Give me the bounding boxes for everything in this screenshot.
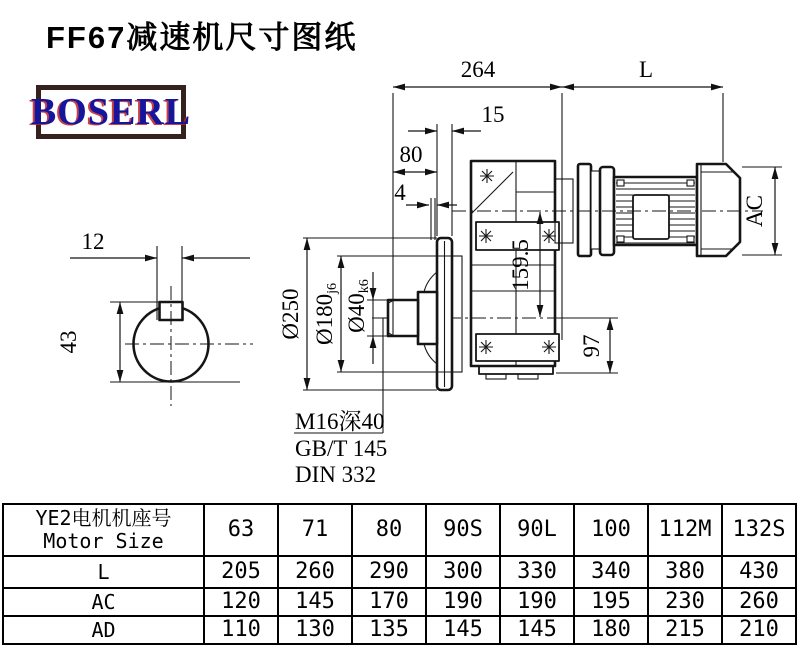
table-cell: 380 bbox=[648, 556, 722, 588]
dim-spigot-dia: Ø180j6 bbox=[312, 282, 340, 346]
table-cell: 430 bbox=[722, 556, 796, 588]
dim-overall: 264 bbox=[460, 57, 496, 82]
table-header-cell: 112M bbox=[648, 504, 722, 556]
table-cell: 145 bbox=[426, 616, 500, 644]
note-standard-gbt: GB/T 145 bbox=[295, 436, 388, 461]
table-cell: 110 bbox=[204, 616, 278, 644]
dim-offset: 4 bbox=[394, 180, 406, 205]
table-cell: 190 bbox=[500, 588, 574, 616]
table-header-cell: 71 bbox=[278, 504, 352, 556]
motor-size-table bbox=[2, 503, 797, 645]
dim-shaft-length: 80 bbox=[399, 142, 423, 167]
table-cell: 135 bbox=[352, 616, 426, 644]
table-cell: 215 bbox=[648, 616, 722, 644]
table-cell: 195 bbox=[574, 588, 648, 616]
table-cell: 130 bbox=[278, 616, 352, 644]
table-header-cell: 80 bbox=[352, 504, 426, 556]
brand-logo-text: BOSERL bbox=[30, 91, 192, 133]
note-tap-hole: M16深40 bbox=[295, 409, 385, 434]
dim-key-width: 12 bbox=[81, 229, 105, 254]
table-cell: 145 bbox=[500, 616, 574, 644]
output-shaft bbox=[388, 300, 418, 336]
table-cell: 120 bbox=[204, 588, 278, 616]
table-cell: 230 bbox=[648, 588, 722, 616]
table-header-cell: 63 bbox=[204, 504, 278, 556]
table-header-cell: 132S bbox=[722, 504, 796, 556]
output-flange bbox=[418, 238, 462, 390]
table-header-cell bbox=[3, 504, 204, 556]
table-header-cell: 100 bbox=[574, 504, 648, 556]
table-header-cell: 90S bbox=[426, 504, 500, 556]
table-row bbox=[3, 616, 796, 644]
dim-motor-length: L bbox=[638, 57, 654, 82]
table-cell: 145 bbox=[278, 588, 352, 616]
shaft-hub bbox=[418, 292, 437, 344]
table-row bbox=[3, 556, 796, 588]
gearbox-side-view bbox=[278, 57, 782, 487]
dimensions bbox=[278, 57, 782, 487]
table-cell: 300 bbox=[426, 556, 500, 588]
dim-foot-height: 97 bbox=[579, 334, 604, 358]
nameplate bbox=[633, 195, 669, 239]
dim-flange-dia: Ø250 bbox=[278, 288, 303, 340]
table-cell: 210 bbox=[722, 616, 796, 644]
table-cell: 290 bbox=[352, 556, 426, 588]
motor-flange-bell bbox=[578, 164, 591, 256]
table-cell: 190 bbox=[426, 588, 500, 616]
table-cell: 205 bbox=[204, 556, 278, 588]
table-cell: 180 bbox=[574, 616, 648, 644]
dim-center-height: 159.5 bbox=[508, 239, 533, 291]
row-label: AD bbox=[3, 616, 204, 644]
table-cell: 260 bbox=[278, 556, 352, 588]
row-label: AC bbox=[3, 588, 204, 616]
header-en: Motor Size bbox=[43, 529, 164, 553]
note-standard-din: DIN 332 bbox=[295, 462, 377, 487]
dim-motor-dia: AC bbox=[742, 195, 767, 227]
table-cell: 330 bbox=[500, 556, 574, 588]
header-cn: YE2电机机座号 bbox=[35, 506, 172, 530]
table-cell: 340 bbox=[574, 556, 648, 588]
row-label: L bbox=[3, 556, 204, 588]
dim-shaft-height: 43 bbox=[56, 330, 81, 354]
table-header-cell: 90L bbox=[500, 504, 574, 556]
dim-flange-thickness: 15 bbox=[481, 102, 505, 127]
table-row bbox=[3, 588, 796, 616]
shaft-cross-section bbox=[56, 229, 253, 406]
page-title: FF67减速机尺寸图纸 bbox=[46, 20, 358, 55]
fan-cowl bbox=[697, 164, 740, 256]
dim-shaft-dia: Ø40k6 bbox=[344, 279, 372, 333]
table-cell: 260 bbox=[722, 588, 796, 616]
table-cell: 170 bbox=[352, 588, 426, 616]
